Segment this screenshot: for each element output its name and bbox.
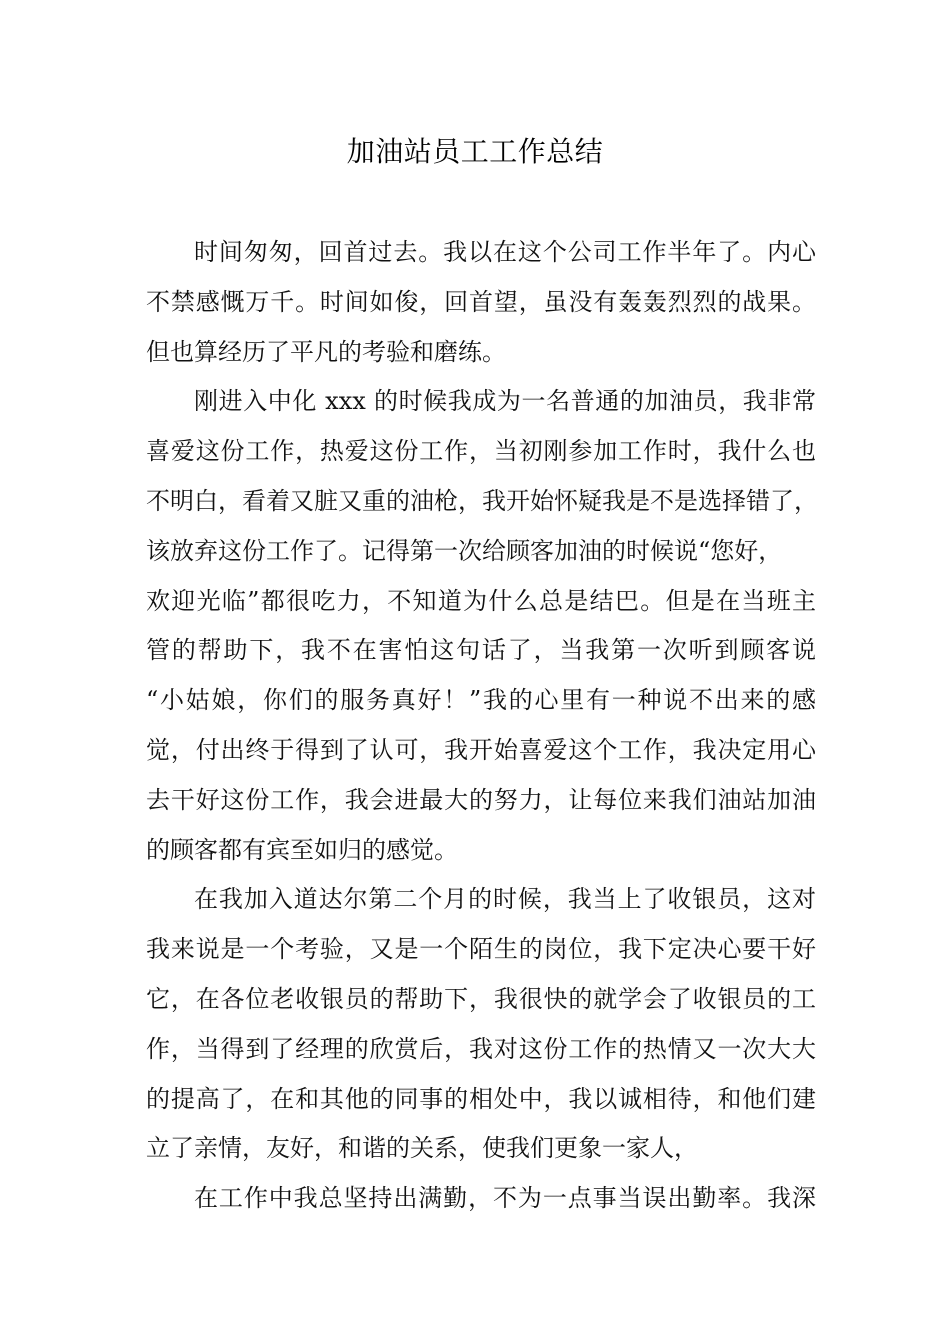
text-line: 时间匆匆，回首过去。我以在这个公司工作半年了。内心: [194, 238, 816, 266]
text-line: 管的帮助下，我不在害怕这句话了，当我第一次听到顾客说: [146, 636, 816, 665]
text-line: “小姑娘，你们的服务真好！”我的心里有一种说不出来的感: [146, 686, 816, 715]
text-line: 在工作中我总坚持出满勤，不为一点事当误出勤率。我深: [194, 1184, 816, 1213]
text-line: 觉，付出终于得到了认可，我开始喜爱这个工作，我决定用心: [146, 735, 816, 764]
text-line: 喜爱这份工作，热爱这份工作，当初刚参加工作时，我什么也: [146, 437, 816, 466]
text-line: 但也算经历了平凡的考验和磨练。: [146, 337, 506, 366]
text-line: 我来说是一个考验，又是一个陌生的岗位，我下定决心要干好: [146, 935, 816, 964]
text-line: 它，在各位老收银员的帮助下，我很快的就学会了收银员的工: [146, 984, 816, 1013]
text-line: 去干好这份工作，我会进最大的努力，让每位来我们油站加油: [146, 785, 816, 814]
text-line: 的顾客都有宾至如归的感觉。: [146, 835, 458, 864]
text-line: 作，当得到了经理的欣赏后，我对这份工作的热情又一次大大: [146, 1034, 816, 1063]
text-line: 欢迎光临”都很吃力，不知道为什么总是结巴。但是在当班主: [146, 586, 816, 615]
text-line: 该放弃这份工作了。记得第一次给顾客加油的时候说“您好，: [146, 536, 783, 565]
text-line: 立了亲情，友好，和谐的关系，使我们更象一家人，: [146, 1134, 698, 1163]
text-line: 不明白，看着又脏又重的油枪，我开始怀疑我是不是选择错了，: [146, 486, 818, 515]
text-line: 的提高了，在和其他的同事的相处中，我以诚相待，和他们建: [146, 1084, 816, 1113]
document-title: 加油站员工工作总结: [346, 135, 604, 168]
text-line: 在我加入道达尔第二个月的时候，我当上了收银员，这对: [194, 885, 816, 914]
text-line: 刚进入中化 xxx 的时候我成为一名普通的加油员，我非常: [194, 387, 816, 416]
document-body: [146, 228, 816, 1224]
text-line: 不禁感慨万千。时间如俊，回首望，虽没有轰轰烈烈的战果。: [146, 287, 816, 316]
